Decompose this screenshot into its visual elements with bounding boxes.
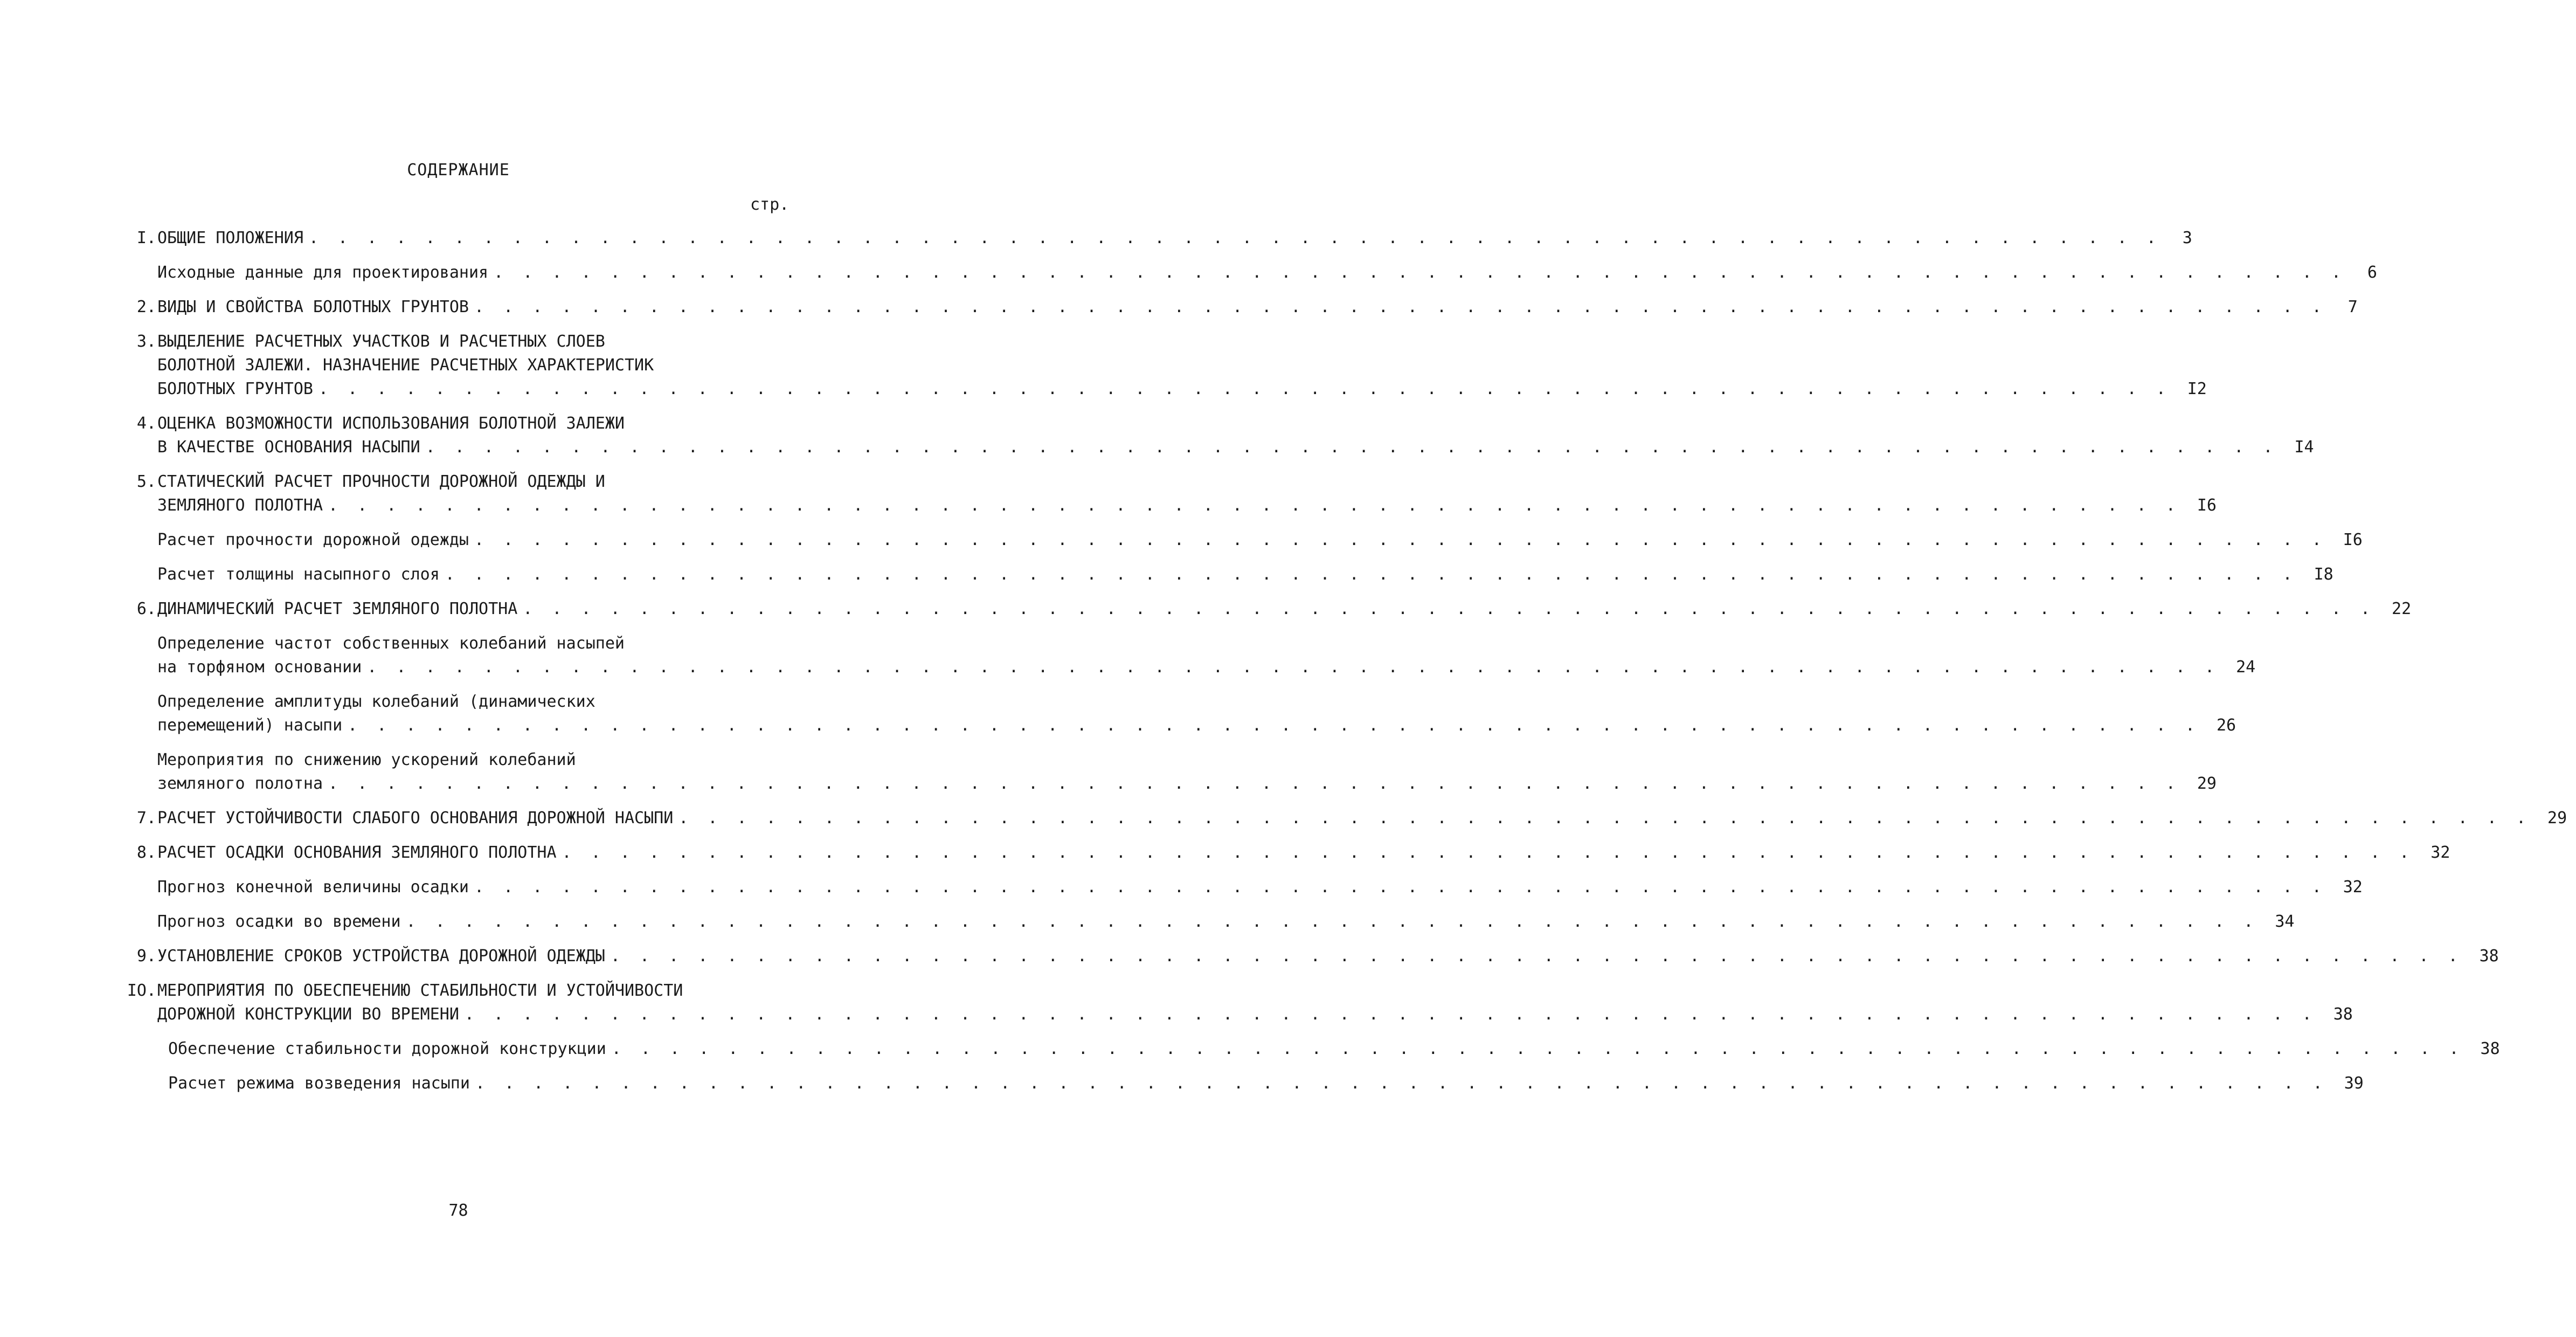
toc-entry-title: УСТАНОВЛЕНИЕ СРОКОВ УСТРОЙСТВА ДОРОЖНОЙ ОДЕЖДЫ xyxy=(157,947,605,966)
toc-entry-line xyxy=(157,597,2412,621)
toc-entry xyxy=(124,910,2295,934)
toc-entry-title: МЕРОПРИЯТИЯ ПО ОБЕСПЕЧЕНИЮ СТАБИЛЬНОСТИ И УСТОЙЧИВОСТИ xyxy=(157,981,683,1000)
toc-entry-line xyxy=(157,436,2314,459)
toc-entry-body xyxy=(157,841,2450,865)
toc-entry-title: БОЛОТНОЙ ЗАЛЕЖИ. НАЗНАЧЕНИЕ РАСЧЕТНЫХ ХАРАКТЕРИСТИК xyxy=(157,356,654,375)
toc-entry-title: РАСЧЕТ ОСАДКИ ОСНОВАНИЯ ЗЕМЛЯНОГО ПОЛОТНА xyxy=(157,843,557,862)
toc-entry-title: земляного полотна xyxy=(157,774,323,793)
toc-entry-page: I6 xyxy=(2197,496,2217,515)
toc-entry-page: 22 xyxy=(2392,599,2412,618)
toc-entry-line xyxy=(157,528,2363,552)
toc-entry-line xyxy=(157,295,2358,319)
toc-leader-dots: . . . . . . . . . . . . . . . . . . . . . . . . . . . . . . . . . . . . . . . . . . . . . . . . . . . . . . . . . . . . . . . . xyxy=(562,843,2414,862)
toc-entry-body xyxy=(157,632,2256,679)
toc-entry-page: I6 xyxy=(2343,530,2363,549)
page-title: СОДЕРЖАНИЕ xyxy=(407,161,510,180)
page-number: 78 xyxy=(448,1201,468,1220)
toc-entry-title: перемещений) насыпи xyxy=(157,716,343,735)
toc-entry-line xyxy=(157,910,2295,934)
toc-entry-page: 6 xyxy=(2367,263,2377,282)
toc-leader-dots: . . . . . . . . . . . . . . . . . . . . . . . . . . . . . . . . . . . . . . . . . . . . . . . . . . . . . . . . . . . . . . . . xyxy=(348,716,2200,735)
toc-entry xyxy=(124,295,2358,319)
toc-entry-body xyxy=(157,412,2314,459)
toc-entry-line xyxy=(157,494,2217,518)
toc-entry-body xyxy=(157,690,2236,738)
toc-leader-dots: . . . . . . . . . . . . . . . . . . . . . . . . . . . . . . . . . . . . . . . . . . . . . . . . . . . . . . . . . . . . . . . . xyxy=(318,380,2171,398)
toc-entry-title: ДИНАМИЧЕСКИЙ РАСЧЕТ ЗЕМЛЯНОГО ПОЛОТНА xyxy=(157,599,518,618)
toc-entry-page: 24 xyxy=(2236,658,2256,677)
toc-entry-line xyxy=(157,714,2236,738)
toc-entry-title: Расчет прочности дорожной одежды xyxy=(157,530,469,549)
toc-entry-body xyxy=(157,910,2295,934)
toc-entry xyxy=(124,841,2450,865)
toc-leader-dots: . . . . . . . . . . . . . . . . . . . . . . . . . . . . . . . . . . . . . . . . . . . . . . . . . . . . . . . . . . . . . . . . xyxy=(328,496,2180,515)
toc-entry-number: 6. xyxy=(136,599,156,618)
toc-entry-title: Прогноз осадки во времени xyxy=(157,912,401,931)
toc-leader-dots: . . . . . . . . . . . . . . . . . . . . . . . . . . . . . . . . . . . . . . . . . . . . . . . . . . . . . . . . . . . . . . . . xyxy=(610,947,2463,966)
toc-entry-body xyxy=(157,330,2207,401)
toc-leader-dots: . . . . . . . . . . . . . . . . . . . . . . . . . . . . . . . . . . . . . . . . . . . . . . . . . . . . . . . . . . . . . . . . xyxy=(523,599,2376,618)
toc-entry-title: РАСЧЕТ УСТОЙЧИВОСТИ СЛАБОГО ОСНОВАНИЯ ДОРОЖНОЙ НАСЫПИ xyxy=(157,809,674,828)
toc-entry-body xyxy=(157,226,2192,250)
toc-leader-dots: . . . . . . . . . . . . . . . . . . . . . . . . . . . . . . . . . . . . . . . . . . . . . . . . . . . . . . . . . . . . . . . . xyxy=(308,229,2161,247)
toc-entry xyxy=(124,632,2256,679)
toc-entry xyxy=(124,979,2353,1026)
toc-entry-body xyxy=(168,1072,2364,1095)
toc-leader-dots: . . . . . . . . . . . . . . . . . . . . . . . . . . . . . . . . . . . . . . . . . . . . . . . . . . . . . . . . . . . . . . . . xyxy=(611,1039,2464,1058)
toc-leader-dots: . . . . . . . . . . . . . . . . . . . . . . . . . . . . . . . . . . . . . . . . . . . . . . . . . . . . . . . . . . . . . . . . xyxy=(474,878,2326,897)
toc-leader-dots: . . . . . . . . . . . . . . . . . . . . . . . . . . . . . . . . . . . . . . . . . . . . . . . . . . . . . . . . . . . . . . . . xyxy=(475,1074,2328,1093)
toc-entry xyxy=(124,330,2207,401)
toc-entry-page: 39 xyxy=(2344,1074,2364,1093)
toc-leader-dots: . . . . . . . . . . . . . . . . . . . . . . . . . . . . . . . . . . . . . . . . . . . . . . . . . . . . . . . . . . . . . . . . xyxy=(464,1005,2317,1024)
toc-entry-line xyxy=(157,563,2333,587)
toc-entry-page: 38 xyxy=(2480,1039,2500,1058)
toc-entry-number: I. xyxy=(136,229,156,247)
toc-leader-dots: . . . . . . . . . . . . . . . . . . . . . . . . . . . . . . . . . . . . . . . . . . . . . . . . . . . . . . . . . . . . . . . . xyxy=(406,912,2259,931)
toc-entry-number: 5. xyxy=(136,472,156,491)
toc-leader-dots: . . . . . . . . . . . . . . . . . . . . . . . . . . . . . . . . . . . . . . . . . . . . . . . . . . . . . . . . . . . . . . . . xyxy=(494,263,2346,282)
toc-entry-line xyxy=(157,1003,2353,1026)
toc-entry-title: Расчет толщины насыпного слоя xyxy=(157,565,440,584)
toc-entry-line xyxy=(157,412,803,436)
toc-entry xyxy=(124,690,2236,738)
toc-entry-title: Обеспечение стабильности дорожной конструкции xyxy=(168,1039,606,1058)
toc-entry-body xyxy=(157,807,2567,830)
toc-entry-page: 3 xyxy=(2182,229,2192,247)
toc-entry xyxy=(124,470,2217,518)
toc-entry-line xyxy=(157,470,803,494)
toc-entry-title: ЗЕМЛЯНОГО ПОЛОТНА xyxy=(157,496,323,515)
toc-entry-body xyxy=(157,470,2217,518)
toc-entry-line xyxy=(157,945,2499,968)
toc-leader-dots: . . . . . . . . . . . . . . . . . . . . . . . . . . . . . . . . . . . . . . . . . . . . . . . . . . . . . . . . . . . . . . . . xyxy=(445,565,2297,584)
toc-entry-number: 3. xyxy=(136,332,156,351)
toc-entry-title: Расчет режима возведения насыпи xyxy=(168,1074,470,1093)
toc-entry-number: 8. xyxy=(136,843,156,862)
toc-entry-body xyxy=(157,748,2217,796)
toc-entry-page: I8 xyxy=(2314,565,2333,584)
toc-entry xyxy=(124,261,2377,285)
toc-entry-number: 7. xyxy=(136,809,156,828)
toc-entry-title: на торфяном основании xyxy=(157,658,362,677)
toc-entry-page: 38 xyxy=(2479,947,2499,966)
page-column-label: стр. xyxy=(750,195,790,214)
toc-leader-dots: . . . . . . . . . . . . . . . . . . . . . . . . . . . . . . . . . . . . . . . . . . . . . . . . . . . . . . . . . . . . . . . . xyxy=(474,298,2326,316)
toc-entry-number: 4. xyxy=(136,414,156,433)
toc-entry-line xyxy=(157,226,2192,250)
toc-entry-title: ВЫДЕЛЕНИЕ РАСЧЕТНЫХ УЧАСТКОВ И РАСЧЕТНЫХ СЛОЕВ xyxy=(157,332,605,351)
toc-entry xyxy=(124,528,2363,552)
toc-leader-dots: . . . . . . . . . . . . . . . . . . . . . . . . . . . . . . . . . . . . . . . . . . . . . . . . . . . . . . . . . . . . . . . . xyxy=(474,530,2326,549)
toc-entry-line xyxy=(157,330,803,354)
toc-entry-line xyxy=(157,377,2207,401)
toc-entry xyxy=(124,1037,2500,1061)
toc-leader-dots: . . . . . . . . . . . . . . . . . . . . . . . . . . . . . . . . . . . . . . . . . . . . . . . . . . . . . . . . . . . . . . . . xyxy=(678,809,2531,828)
toc-entry xyxy=(124,597,2412,621)
toc-entry-body xyxy=(157,295,2358,319)
toc-entry xyxy=(124,1072,2364,1095)
toc-entry-title: Определение амплитуды колебаний (динамических xyxy=(157,692,595,711)
toc-entry-line xyxy=(157,772,2217,796)
toc-entry-page: 38 xyxy=(2333,1005,2353,1024)
toc-entry-number: IO. xyxy=(127,981,156,1000)
toc-entry-title: ОБЩИЕ ПОЛОЖЕНИЯ xyxy=(157,229,303,247)
toc-entry xyxy=(124,748,2217,796)
toc-entry xyxy=(124,412,2314,459)
toc-entry-page: 32 xyxy=(2343,878,2363,897)
toc-entry-title: В КАЧЕСТВЕ ОСНОВАНИЯ НАСЫПИ xyxy=(157,438,420,457)
toc-entry-page: 26 xyxy=(2216,716,2236,735)
toc-entry-body xyxy=(168,1037,2500,1061)
toc-entry-body xyxy=(157,563,2333,587)
toc-entry-body xyxy=(157,945,2499,968)
toc-entry-line xyxy=(157,748,803,772)
toc-entry-body xyxy=(157,979,2353,1026)
toc-entry-title: СТАТИЧЕСКИЙ РАСЧЕТ ПРОЧНОСТИ ДОРОЖНОЙ ОДЕЖДЫ И xyxy=(157,472,605,491)
toc-entry-page: 29 xyxy=(2547,809,2567,828)
toc-entry-line xyxy=(157,979,803,1003)
toc-entry-page: 7 xyxy=(2348,298,2358,316)
toc-leader-dots: . . . . . . . . . . . . . . . . . . . . . . . . . . . . . . . . . . . . . . . . . . . . . . . . . . . . . . . . . . . . . . . . xyxy=(425,438,2278,457)
toc-entry-title: Мероприятия по снижению ускорений колебаний xyxy=(157,750,576,769)
toc-entry-line xyxy=(157,632,803,656)
toc-entry-title: БОЛОТНЫХ ГРУНТОВ xyxy=(157,380,313,398)
toc-entry-title: Прогноз конечной величины осадки xyxy=(157,878,469,897)
toc-entry-title: Определение частот собственных колебаний насыпей xyxy=(157,634,625,653)
toc-entry-title: ОЦЕНКА ВОЗМОЖНОСТИ ИСПОЛЬЗОВАНИЯ БОЛОТНОЙ ЗАЛЕЖИ xyxy=(157,414,625,433)
toc-leader-dots: . . . . . . . . . . . . . . . . . . . . . . . . . . . . . . . . . . . . . . . . . . . . . . . . . . . . . . . . . . . . . . . . xyxy=(367,658,2220,677)
toc-entry-line xyxy=(157,876,2363,899)
toc-entry-page: I4 xyxy=(2294,438,2314,457)
toc-entry-page: 32 xyxy=(2430,843,2450,862)
toc-entry-page: 34 xyxy=(2275,912,2295,931)
toc-entry-line xyxy=(168,1072,2364,1095)
toc-entry-body xyxy=(157,876,2363,899)
toc-entry-number: 2. xyxy=(136,298,156,316)
toc-entry xyxy=(124,563,2333,587)
toc-entry xyxy=(124,945,2499,968)
toc-entry xyxy=(124,807,2567,830)
toc-entry xyxy=(124,876,2363,899)
toc-entry-body xyxy=(157,261,2377,285)
toc-entry-line xyxy=(157,690,803,714)
toc-entry-page: 29 xyxy=(2197,774,2217,793)
toc-entry-page: I2 xyxy=(2187,380,2207,398)
toc-entry-title: ВИДЫ И СВОЙСТВА БОЛОТНЫХ ГРУНТОВ xyxy=(157,298,469,316)
toc-entry-line xyxy=(157,261,2377,285)
toc-entry-body xyxy=(157,528,2363,552)
toc-leader-dots: . . . . . . . . . . . . . . . . . . . . . . . . . . . . . . . . . . . . . . . . . . . . . . . . . . . . . . . . . . . . . . . . xyxy=(328,774,2180,793)
toc-entry-line xyxy=(157,354,803,377)
toc-entry-title: Исходные данные для проектирования xyxy=(157,263,489,282)
toc-entry-number: 9. xyxy=(136,947,156,966)
toc-entry-body xyxy=(157,597,2412,621)
toc-entry-line xyxy=(157,841,2450,865)
toc-entry-line xyxy=(157,807,2567,830)
toc-entry xyxy=(124,226,2192,250)
toc-entry-title: ДОРОЖНОЙ КОНСТРУКЦИИ ВО ВРЕМЕНИ xyxy=(157,1005,459,1024)
table-of-contents xyxy=(124,226,2567,1095)
toc-entry-line xyxy=(168,1037,2500,1061)
toc-entry-line xyxy=(157,656,2256,679)
